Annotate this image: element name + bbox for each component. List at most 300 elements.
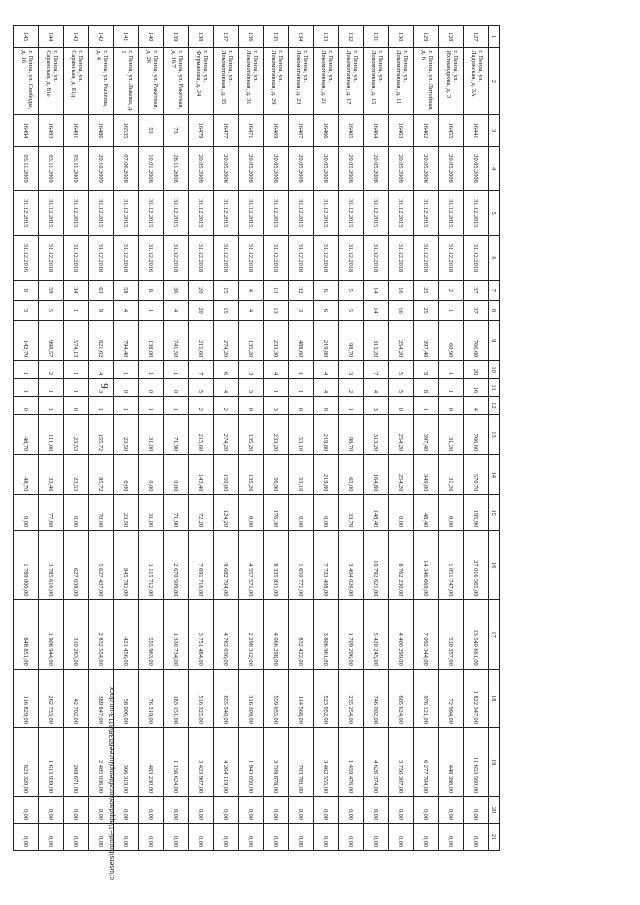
table-cell: 145 <box>14 26 39 48</box>
table-cell: 37 <box>464 300 489 320</box>
table-cell: 3 <box>239 361 264 379</box>
table-cell: 141 <box>114 26 139 48</box>
table-cell: 135,20 <box>239 455 264 495</box>
table-cell: 6 277 704,00 <box>414 727 439 796</box>
table-cell: 36 <box>164 280 189 300</box>
column-header: 21 <box>489 823 500 850</box>
table-cell: 1 <box>439 300 464 320</box>
table-cell: 0 <box>239 397 264 415</box>
table-cell: 138,00 <box>139 321 164 361</box>
table-cell: 254,20 <box>389 321 414 361</box>
table-cell: 124,20 <box>214 495 239 531</box>
table-cell: 20.10.2009 <box>89 146 114 191</box>
table-cell: 4 <box>314 379 339 397</box>
column-header: 4 <box>489 146 500 191</box>
table-cell: 53 <box>139 115 164 146</box>
table-cell: 14 346 669,00 <box>414 531 439 600</box>
table-cell: 31.12.2018 <box>189 236 214 281</box>
table-cell: 140 <box>139 26 164 48</box>
table-cell: 1 330 734,00 <box>164 600 189 669</box>
table-cell: 63 <box>89 280 114 300</box>
table-cell: 25 <box>414 280 439 300</box>
table-cell: 6 <box>214 361 239 379</box>
table-cell: 134 <box>289 26 314 48</box>
table-cell: 0,00 <box>14 797 39 824</box>
column-header: 8 <box>489 300 500 320</box>
table-cell: 1 <box>439 379 464 397</box>
table-cell: 0,00 <box>339 823 364 850</box>
address-cell: г. Пенза, ул. Локомотивная, д. 15 <box>364 48 389 115</box>
table-cell: 1 459 476,00 <box>339 727 364 796</box>
table-cell: 23,50 <box>114 495 139 531</box>
column-header: 13 <box>489 414 500 454</box>
table-cell: 1 <box>139 361 164 379</box>
table-cell: 31.12.2018 <box>389 236 414 281</box>
table-cell: 6 <box>314 300 339 320</box>
table-cell: 70,00 <box>89 495 114 531</box>
table-cell: 0,00 <box>389 495 414 531</box>
column-header: 6 <box>489 236 500 281</box>
table-cell: 1 <box>439 361 464 379</box>
table-cell: 0,00 <box>214 797 239 824</box>
table-cell: 0,00 <box>289 823 314 850</box>
address-cell: г. Пенза, ул. Локомотивная, д. 23 <box>289 48 314 115</box>
address-cell: г. Пенза, ул. Саранская, д. 81д <box>64 48 89 115</box>
table-cell: 31.12.2018 <box>39 236 64 281</box>
table-body <box>14 26 489 851</box>
table-cell: 741,50 <box>164 321 189 361</box>
table-cell: 148,40 <box>364 495 389 531</box>
table-cell: 1 <box>414 397 439 415</box>
page-number: 9 <box>98 383 110 389</box>
table-cell: 998,57 <box>39 321 64 361</box>
table-cell: 845 781,00 <box>114 531 139 600</box>
table-cell: 48,40 <box>414 495 439 531</box>
table-cell: 0,00 <box>389 797 414 824</box>
table-cell: 555 963,00 <box>139 600 164 669</box>
address-cell: г. Пенза, ул. Рылеева, д. 4 <box>89 48 114 115</box>
table-cell: 2 832 554,00 <box>89 600 114 669</box>
table-cell: 313,20 <box>364 414 389 454</box>
table-cell: 7 <box>189 361 214 379</box>
table-cell: 13 <box>264 300 289 320</box>
table-cell: 3 423 907,00 <box>189 727 214 796</box>
table-cell: 9 682 704,00 <box>214 531 239 600</box>
table-cell: 703 781,00 <box>289 727 314 796</box>
column-header: 17 <box>489 600 500 669</box>
table-cell: 72,20 <box>189 495 214 531</box>
table-cell: 0,00 <box>314 823 339 850</box>
table-cell: 1 <box>264 379 289 397</box>
table-cell: 4 400 299,00 <box>389 600 414 669</box>
table-cell: 31.12.2015 <box>339 191 364 236</box>
table-cell: 7 092 344,00 <box>414 600 439 669</box>
table-cell: 0,00 <box>114 823 139 850</box>
table-cell: 1 <box>139 397 164 415</box>
table-cell: 2 <box>339 379 364 397</box>
table-cell: 20.05.2008 <box>414 146 439 191</box>
table-cell: 848 851,00 <box>14 600 39 669</box>
table-cell: 20.05.2008 <box>339 146 364 191</box>
table-cell: 31,00 <box>139 495 164 531</box>
table-cell: 570,70 <box>464 455 489 495</box>
table-cell: 48,70 <box>14 455 39 495</box>
table-cell: 316 309,00 <box>239 669 264 727</box>
table-cell: 0,00 <box>439 823 464 850</box>
table-cell: 16 <box>464 379 489 397</box>
address-cell: г. Пенза, ул. Локомотивная, д. 31 <box>239 48 264 115</box>
table-cell: 31.12.2015 <box>314 191 339 236</box>
table-cell: 27 016 565,00 <box>464 531 489 600</box>
table-cell: 219,80 <box>314 321 339 361</box>
table-cell: 16469 <box>264 115 289 146</box>
column-header: 1 <box>489 26 500 48</box>
table-cell: 1 <box>164 361 189 379</box>
table-header-row <box>489 26 500 851</box>
table-cell: 0,00 <box>14 823 39 850</box>
table-cell: 3 462 555,00 <box>314 727 339 796</box>
table-cell: 274,20 <box>214 414 239 454</box>
table-cell: 1 <box>64 361 89 379</box>
table-row <box>439 26 464 851</box>
table-cell: 31.12.2015 <box>139 191 164 236</box>
column-header: 19 <box>489 727 500 796</box>
table-row <box>214 26 239 851</box>
column-header: 12 <box>489 397 500 415</box>
footer-path: c:\users\borodi~1\appdata\local\temp\lucee6038\8113-un.docx <box>109 686 116 880</box>
table-cell: 31.12.2018 <box>64 236 89 281</box>
table-cell: 150,00 <box>214 455 239 495</box>
table-cell: 13 540 661,00 <box>464 600 489 669</box>
table-cell: 2 <box>439 280 464 300</box>
table-cell: 233,30 <box>264 321 289 361</box>
table-cell: 1 <box>64 300 89 320</box>
table-cell: 8 <box>14 280 39 300</box>
table-cell: 10 792 621,00 <box>364 531 389 600</box>
table-cell: 37 <box>464 280 489 300</box>
table-cell: 60,90 <box>439 321 464 361</box>
table-cell: 8 762 230,00 <box>389 531 414 600</box>
table-row <box>364 26 389 851</box>
table-cell: 5 627 437,00 <box>89 531 114 600</box>
table-cell: 0,00 <box>289 495 314 531</box>
address-cell: г. Пенза, ул. Локомотивная, д. 35 <box>214 48 239 115</box>
table-cell: 73 <box>164 115 189 146</box>
table-cell: 20.05.2008 <box>389 146 414 191</box>
table-cell: 0 <box>439 397 464 415</box>
column-header: 18 <box>489 669 500 727</box>
table-cell: 832 422,00 <box>289 600 314 669</box>
table-cell: 766,60 <box>464 321 489 361</box>
table-cell: 397,40 <box>414 321 439 361</box>
table-cell: 262 733,00 <box>39 669 64 727</box>
table-cell: 4 <box>214 379 239 397</box>
table-cell: 3 806 961,00 <box>314 600 339 669</box>
table-cell: 448 396,00 <box>439 727 464 796</box>
table-row <box>239 26 264 851</box>
table-cell: 7 <box>364 361 389 379</box>
table-cell: 310 263,00 <box>64 600 89 669</box>
table-cell: 31.12.2018 <box>264 236 289 281</box>
table-cell: 3 <box>264 397 289 415</box>
column-header: 11 <box>489 379 500 397</box>
table-cell: 4 264 119,00 <box>214 727 239 796</box>
table-cell: 142 <box>89 26 114 48</box>
address-cell: г. Пенза, ул. Локомотивная, д. 11 <box>389 48 414 115</box>
table-cell: 235 254,00 <box>339 669 364 727</box>
table-cell: 483 230,00 <box>139 727 164 796</box>
table-cell: 4 626 374,00 <box>364 727 389 796</box>
table-cell: 16455 <box>439 115 464 146</box>
table-cell: 0,00 <box>39 823 64 850</box>
table-cell: 142,70 <box>14 321 39 361</box>
table-cell: 4 557 571,00 <box>239 531 264 600</box>
table-cell: 4 <box>89 361 114 379</box>
table-cell: 53,10 <box>289 414 314 454</box>
table-cell: 16463 <box>389 115 414 146</box>
table-row <box>139 26 164 851</box>
table-cell: 31.12.2015 <box>389 191 414 236</box>
table-cell: 143 <box>64 26 89 48</box>
table-cell: 31.12.2015 <box>464 191 489 236</box>
table-cell: 31.12.2016 <box>14 236 39 281</box>
table-cell: 31,20 <box>439 414 464 454</box>
column-header: 7 <box>489 280 500 300</box>
table-cell: 1 <box>139 300 164 320</box>
table-cell: 0 <box>64 397 89 415</box>
table-cell: 33,40 <box>39 455 64 495</box>
table-cell: 4 <box>239 280 264 300</box>
table-cell: 135 <box>264 26 289 48</box>
table-cell: 2 405 036,00 <box>89 727 114 796</box>
table-cell: 1 <box>164 397 189 415</box>
table-cell: 16477 <box>214 115 239 146</box>
table-cell: 794,40 <box>114 321 139 361</box>
table-cell: 488,60 <box>289 321 314 361</box>
table-row <box>39 26 64 851</box>
table-cell: 8 <box>139 280 164 300</box>
table-cell: 23,53 <box>64 414 89 454</box>
table-cell: 16486 <box>89 115 114 146</box>
table-row <box>414 26 439 851</box>
table-cell: 16535 <box>114 115 139 146</box>
table-cell: 131 <box>364 26 389 48</box>
table-cell: 20.05.2008 <box>214 146 239 191</box>
table-cell: 03.11.2009 <box>14 146 39 191</box>
table-cell: 31.12.2015 <box>214 191 239 236</box>
table-cell: 58 <box>114 280 139 300</box>
table-cell: 20.05.2008 <box>439 146 464 191</box>
table-cell: 132 <box>339 26 364 48</box>
address-cell: г. Пенза, ул. Локомотивная, д. 21 <box>314 48 339 115</box>
table-cell: 144 <box>39 26 64 48</box>
table-cell: 98,70 <box>339 414 364 454</box>
table-cell: 31.12.2015 <box>264 191 289 236</box>
address-cell: г. Пенза, ул. Ладожская, д. 3А <box>464 48 489 115</box>
table-cell: 4 <box>114 300 139 320</box>
table-cell: 1 <box>64 379 89 397</box>
table-cell: 31.12.2015 <box>239 191 264 236</box>
table-cell: 0,00 <box>189 797 214 824</box>
table-cell: 3 <box>14 300 39 320</box>
column-header: 10 <box>489 361 500 379</box>
table-cell: 4 066 298,00 <box>264 600 289 669</box>
table-cell: 1 156 624,00 <box>164 727 189 796</box>
table-cell: 56,90 <box>264 455 289 495</box>
table-cell: 176,30 <box>264 495 289 531</box>
table-cell: 4 <box>314 361 339 379</box>
table-cell: 1 822 347,00 <box>464 669 489 727</box>
table-cell: 138 <box>189 26 214 48</box>
table-cell: 16491 <box>64 115 89 146</box>
table-cell: 0,00 <box>164 455 189 495</box>
table-cell: 31.12.2015 <box>189 191 214 236</box>
table-cell: 111,00 <box>39 414 64 454</box>
table-cell: 0,00 <box>439 495 464 531</box>
table-cell: 0,00 <box>139 797 164 824</box>
table-cell: 5 420 245,00 <box>364 600 389 669</box>
table-cell: 4 <box>464 397 489 415</box>
table-cell: 1 789 000,00 <box>14 531 39 600</box>
table-cell: 0,00 <box>239 495 264 531</box>
table-cell: 20.05.2008 <box>239 146 264 191</box>
table-cell: 1 <box>289 379 314 397</box>
table-cell: 1 <box>39 397 64 415</box>
table-cell: 0,00 <box>214 823 239 850</box>
column-header: 3 <box>489 115 500 146</box>
table-cell: 0,00 <box>39 797 64 824</box>
table-cell: 135,20 <box>239 321 264 361</box>
table-cell: 31.12.2018 <box>239 236 264 281</box>
table-cell: 31.12.2015 <box>14 191 39 236</box>
table-cell: 389 847,00 <box>89 669 114 727</box>
table-cell: 137 <box>214 26 239 48</box>
table-cell: 0,00 <box>314 495 339 531</box>
table-cell: 71,90 <box>164 414 189 454</box>
address-cell: г. Пенза, ул. Локомотивная, д. 17 <box>339 48 364 115</box>
table-cell: 0 <box>14 397 39 415</box>
table-cell: 114 568,00 <box>289 669 314 727</box>
table-cell: 1 <box>39 379 64 397</box>
table-cell: 3 <box>89 379 114 397</box>
table-cell: 254,20 <box>389 455 414 495</box>
table-cell: 0,00 <box>264 797 289 824</box>
table-cell: 20.05.2008 <box>289 146 314 191</box>
table-cell: 0 <box>164 379 189 397</box>
table-cell: 23,53 <box>64 455 89 495</box>
address-cell: г. Пенза, ул. Саранская, д. 81е <box>39 48 64 115</box>
table-cell: 16465 <box>339 115 364 146</box>
table-cell: 0,00 <box>89 797 114 824</box>
table-cell: 0,00 <box>64 495 89 531</box>
table-cell: 31.12.2018 <box>164 236 189 281</box>
table-cell: 0,00 <box>64 823 89 850</box>
table-cell: 77,60 <box>39 495 64 531</box>
table-cell: 155,72 <box>89 414 114 454</box>
table-cell: 0 <box>314 397 339 415</box>
table-row <box>389 26 414 851</box>
table-cell: 16493 <box>39 115 64 146</box>
table-row <box>114 26 139 851</box>
table-cell: 58 006,00 <box>114 669 139 727</box>
column-header: 14 <box>489 455 500 495</box>
table-cell: 5 <box>389 379 414 397</box>
address-cell: г. Пенза, ул. Литейная, д. 6 <box>414 48 439 115</box>
table-cell: 821,62 <box>89 321 114 361</box>
table-cell: 313,20 <box>364 321 389 361</box>
table-cell: 48,70 <box>14 414 39 454</box>
table-cell: 31.12.2018 <box>314 236 339 281</box>
table-row <box>64 26 89 851</box>
table-cell: 0,00 <box>114 455 139 495</box>
table-cell: 9 <box>89 300 114 320</box>
table-cell: 23,50 <box>114 414 139 454</box>
table-cell: 31.12.2015 <box>414 191 439 236</box>
table-cell: 0,00 <box>364 797 389 824</box>
table-cell: 25 <box>414 300 439 320</box>
table-cell: 823 320,00 <box>14 727 39 796</box>
table-cell: 530 357,00 <box>439 600 464 669</box>
table-cell: 4 <box>239 300 264 320</box>
table-cell: 2 <box>39 361 64 379</box>
table-cell: 59 <box>39 280 64 300</box>
table-cell: 33,70 <box>339 495 364 531</box>
table-cell: 215,60 <box>189 321 214 361</box>
table-cell: 1 <box>114 361 139 379</box>
table-cell: 98,70 <box>339 321 364 361</box>
table-cell: 523 952,00 <box>314 669 339 727</box>
table-cell: 31,20 <box>439 455 464 495</box>
table-cell: 20.05.2008 <box>464 146 489 191</box>
table-cell: 16466 <box>314 115 339 146</box>
table-cell: 3 756 307,00 <box>389 727 414 796</box>
table-cell: 0,00 <box>464 797 489 824</box>
table-cell: 31.12.2018 <box>89 236 114 281</box>
table-cell: 164,80 <box>364 455 389 495</box>
column-header: 15 <box>489 495 500 531</box>
table-cell: 16494 <box>14 115 39 146</box>
table-cell: 0,00 <box>314 797 339 824</box>
table-cell: 366 319,00 <box>114 727 139 796</box>
table-cell: 130 <box>389 26 414 48</box>
table-cell: 5 <box>389 361 414 379</box>
table-cell: 0,00 <box>464 823 489 850</box>
table-cell: 15 <box>214 300 239 320</box>
table-cell: 139 <box>164 26 189 48</box>
table-cell: 559 655,00 <box>264 669 289 727</box>
table-cell: 195,90 <box>464 495 489 531</box>
table-cell: 0,00 <box>264 823 289 850</box>
table-cell: 516 325,00 <box>189 669 214 727</box>
table-cell: 116 829,00 <box>14 669 39 727</box>
table-cell: 3 785 616,00 <box>39 531 64 600</box>
table-cell: 72 994,00 <box>439 669 464 727</box>
table-cell: 0 <box>114 379 139 397</box>
table-cell: 0 <box>389 397 414 415</box>
table-cell: 7 691 716,00 <box>189 531 214 600</box>
table-cell: 3 <box>289 300 314 320</box>
table-cell: 20.05.2008 <box>189 146 214 191</box>
table-cell: 1 <box>339 397 364 415</box>
register-table <box>13 25 500 851</box>
table-cell: 0,00 <box>164 797 189 824</box>
table-cell: 31.12.2018 <box>364 236 389 281</box>
table-cell: 0,00 <box>339 797 364 824</box>
table-row <box>289 26 314 851</box>
table-cell: 8 335 831,00 <box>264 531 289 600</box>
table-cell: 85,72 <box>89 455 114 495</box>
table-cell: 9 <box>414 361 439 379</box>
